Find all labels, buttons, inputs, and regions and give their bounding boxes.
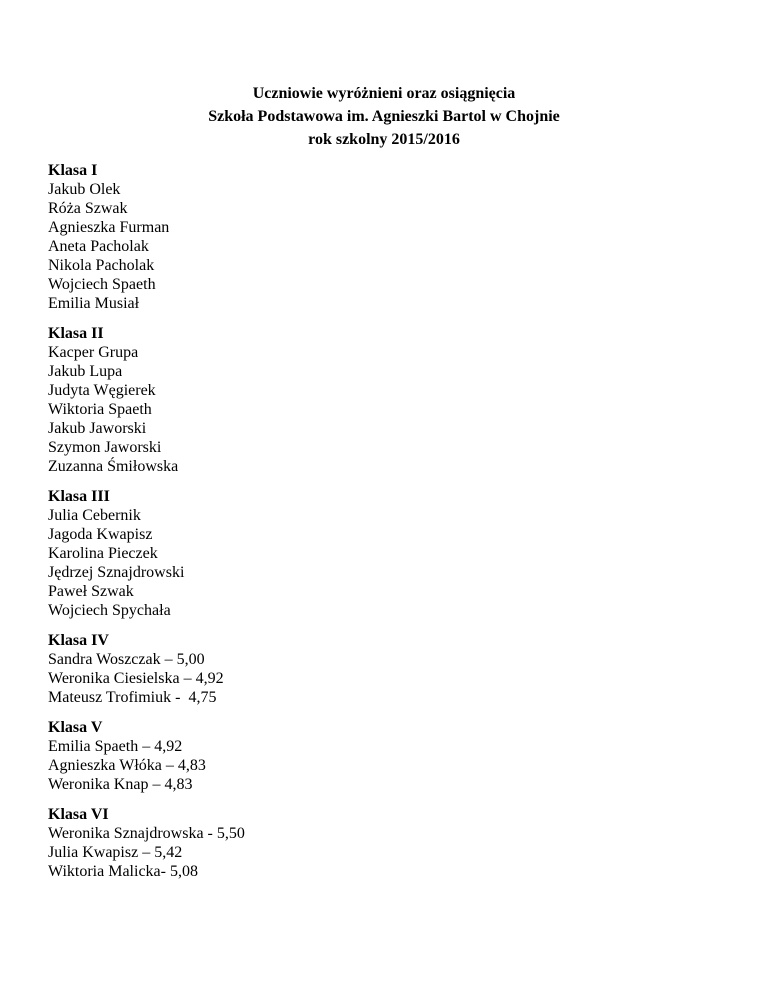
student-entry: Jakub Olek [48,181,121,198]
class-section [48,718,728,794]
header-school-year: rok szkolny 2015/2016 [308,131,460,148]
student-entry: Agnieszka Włóka – 4,83 [48,757,206,774]
student-entry: Jakub Lupa [48,363,123,380]
header-school-name: Szkoła Podstawowa im. Agnieszki Bartol w Chojnie [208,108,560,125]
student-entry: Emilia Musiał [48,295,140,312]
student-entry: Wiktoria Spaeth [48,401,152,418]
student-entry: Karolina Pieczek [48,545,158,562]
class-title: Klasa V [48,719,103,736]
student-entry: Sandra Woszczak – 5,00 [48,651,205,668]
student-entry: Kacper Grupa [48,344,139,361]
student-entry: Julia Cebernik [48,507,141,524]
class-section [48,805,728,881]
student-entry: Wiktoria Malicka- 5,08 [48,863,198,880]
student-entry: Julia Kwapisz – 5,42 [48,844,183,861]
student-entry: Szymon Jaworski [48,439,162,456]
student-entry: Jagoda Kwapisz [48,526,153,543]
class-title: Klasa II [48,325,104,342]
class-section [48,487,728,620]
class-lists [48,161,728,892]
class-title: Klasa III [48,488,110,505]
student-entry: Mateusz Trofimiuk - 4,75 [48,689,217,706]
student-entry: Jakub Jaworski [48,420,147,437]
student-entry: Emilia Spaeth – 4,92 [48,738,183,755]
class-section [48,324,728,476]
student-entry: Paweł Szwak [48,583,134,600]
student-entry: Wojciech Spaeth [48,276,156,293]
student-entry: Jędrzej Sznajdrowski [48,564,185,581]
document-header [0,82,768,151]
class-section [48,161,728,313]
student-entry: Judyta Węgierek [48,382,156,399]
student-entry: Aneta Pacholak [48,238,149,255]
student-entry: Wojciech Spychała [48,602,171,619]
student-entry: Nikola Pacholak [48,257,155,274]
student-entry: Róża Szwak [48,200,128,217]
class-title: Klasa VI [48,806,109,823]
class-section [48,631,728,707]
student-entry: Zuzanna Śmiłowska [48,458,179,475]
class-title: Klasa I [48,162,98,179]
header-title: Uczniowie wyróżnieni oraz osiągnięcia [252,85,516,102]
student-entry: Weronika Knap – 4,83 [48,776,193,793]
student-entry: Weronika Sznajdrowska - 5,50 [48,825,245,842]
student-entry: Agnieszka Furman [48,219,170,236]
class-title: Klasa IV [48,632,109,649]
student-entry: Weronika Ciesielska – 4,92 [48,670,224,687]
